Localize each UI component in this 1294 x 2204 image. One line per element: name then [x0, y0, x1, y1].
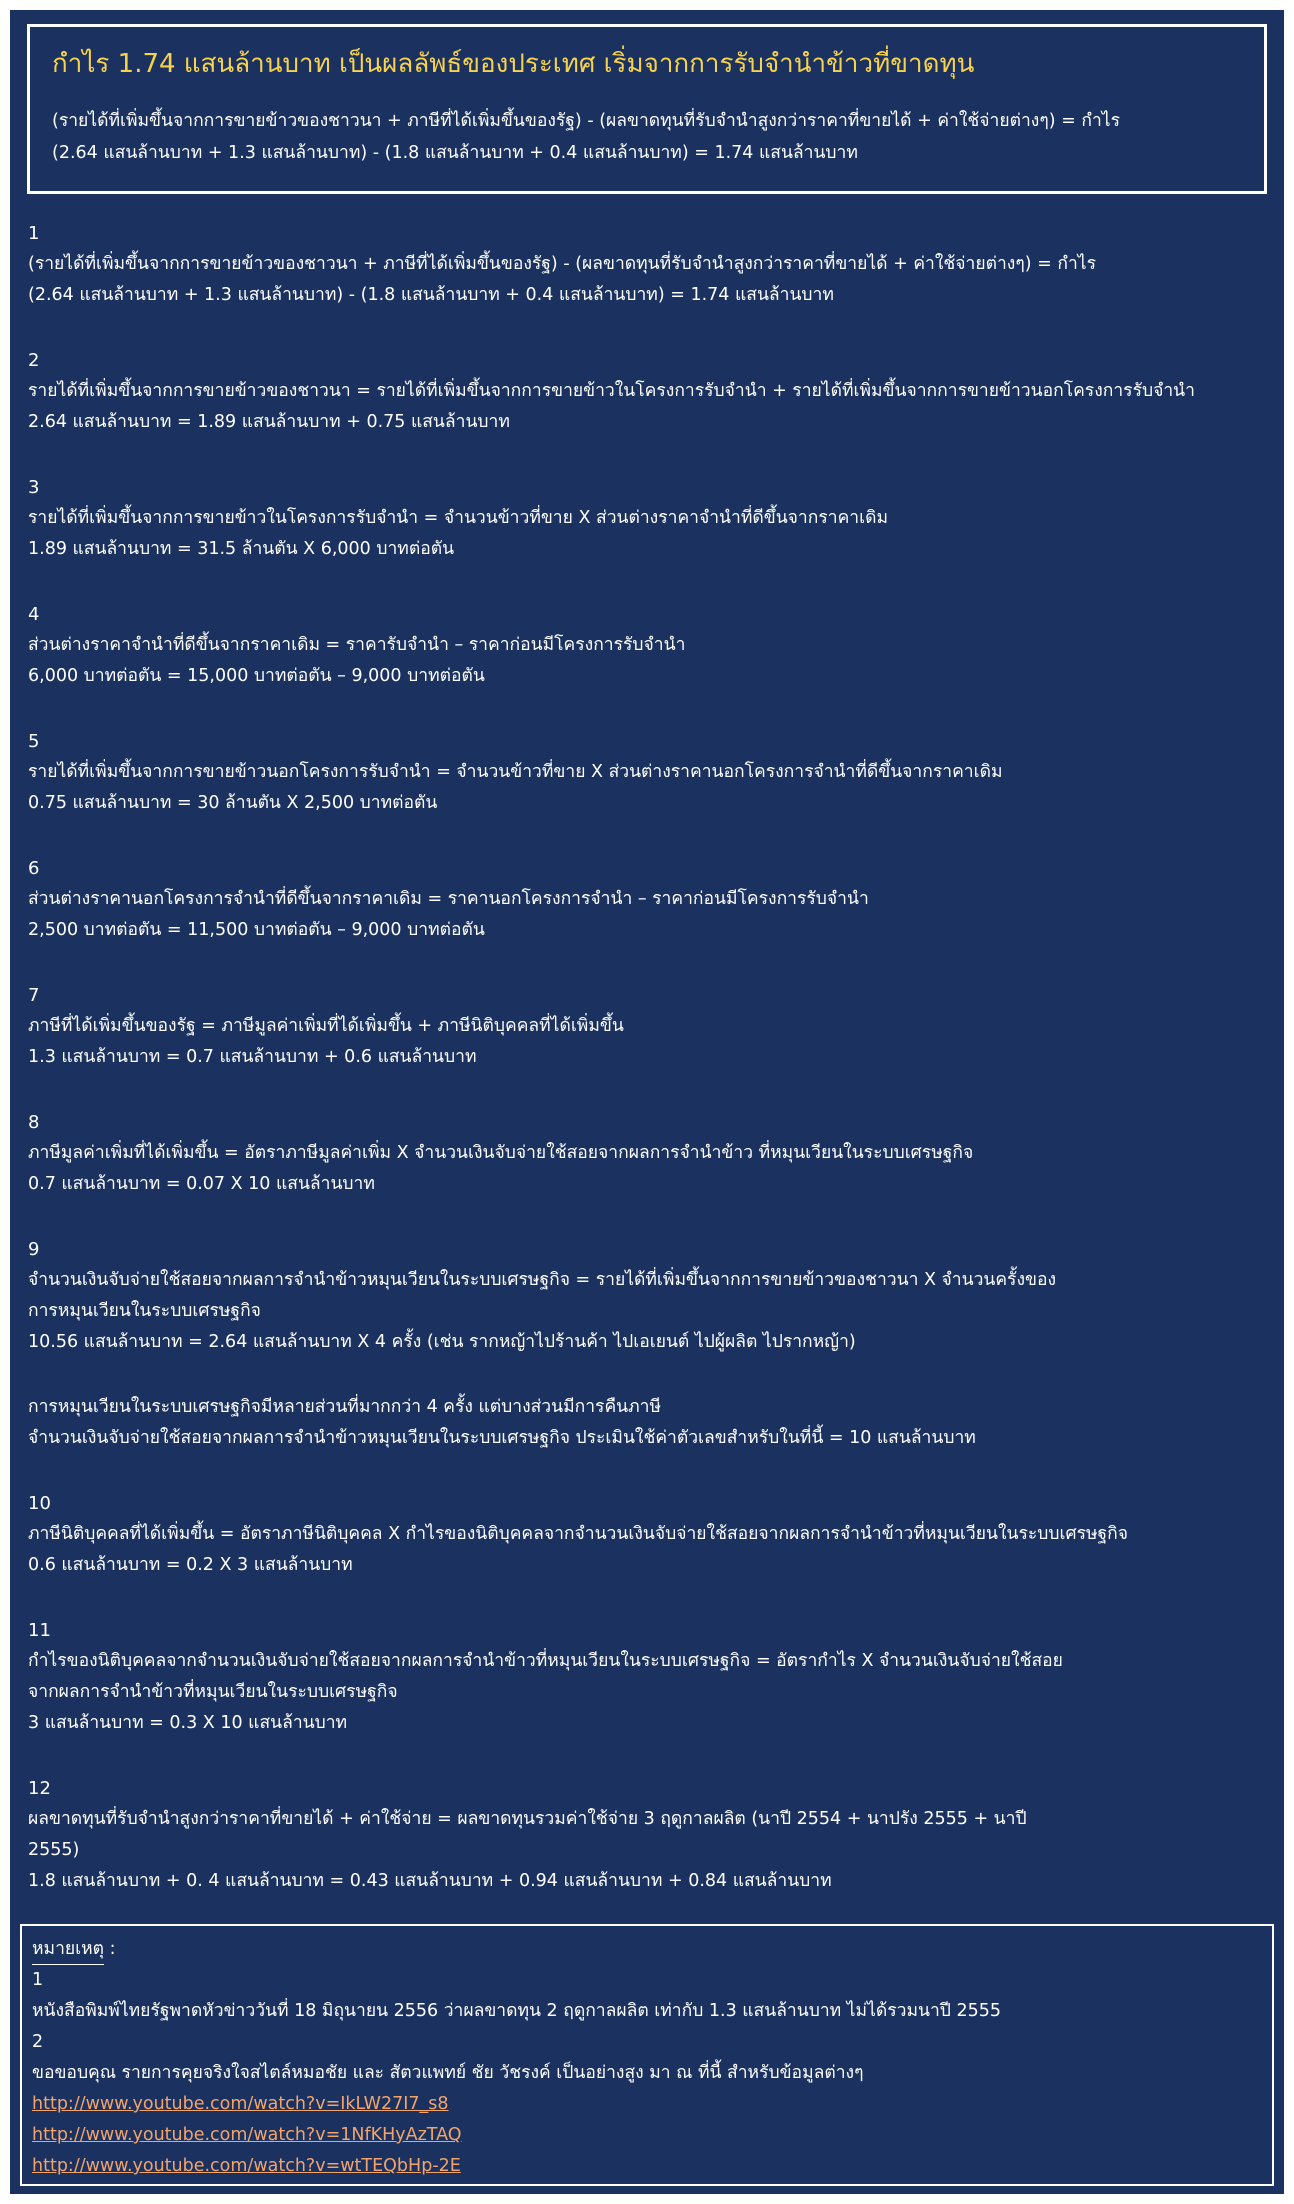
section-number: 6: [28, 858, 40, 879]
formula-section: [28, 345, 1268, 438]
formula-line: 0.7 แสนล้านบาท = 0.07 X 10 แสนล้านบาท: [28, 1174, 375, 1194]
formula-line: ส่วนต่างราคาจำนำที่ดีขึ้นจากราคาเดิม = ราคารับจำนำ – ราคาก่อนมีโครงการรับจำนำ: [28, 635, 686, 655]
notes-box: [20, 1924, 1274, 2186]
note-number: 1: [32, 1970, 44, 1990]
formula-line: ภาษีมูลค่าเพิ่มที่ได้เพิ่มขึ้น = อัตราภาษีมูลค่าเพิ่ม X จำนวนเงินจับจ่ายใช้สอยจากผลการจำนำข้าว ที่หมุนเวียนในระบบเศรษฐกิจ: [28, 1143, 974, 1163]
formula-line: 2,500 บาทต่อตัน = 11,500 บาทต่อตัน – 9,000 บาทต่อตัน: [28, 920, 485, 940]
formula-line: จากผลการจำนำข้าวที่หมุนเวียนในระบบเศรษฐกิจ: [28, 1682, 398, 1702]
article-page: [10, 10, 1284, 2194]
formula-line: 2555): [28, 1840, 80, 1860]
formula-section: [28, 726, 1268, 819]
youtube-link-1[interactable]: http://www.youtube.com/watch?v=IkLW27I7_s8: [32, 2094, 449, 2114]
formula-line: รายได้ที่เพิ่มขึ้นจากการขายข้าวของชาวนา = รายได้ที่เพิ่มขึ้นจากการขายข้าวในโครงการรับจำนำ + รายได้ที่เพิ่มขึ้นจากการขายข้าวนอกโครงการรับจำนำ: [28, 381, 1195, 401]
formula-line: ส่วนต่างราคานอกโครงการจำนำที่ดีขึ้นจากราคาเดิม = ราคานอกโครงการจำนำ – ราคาก่อนมีโครงการรับจำนำ: [28, 889, 869, 909]
formula-line: กำไรของนิติบุคคลจากจำนวนเงินจับจ่ายใช้สอยจากผลการจำนำข้าวที่หมุนเวียนในระบบเศรษฐกิจ = อัตรากำไร X จำนวนเงินจับจ่ายใช้สอย: [28, 1651, 1063, 1671]
section-number: 4: [28, 604, 40, 625]
formula-line: (2.64 แสนล้านบาท + 1.3 แสนล้านบาท) - (1.8 แสนล้านบาท + 0.4 แสนล้านบาท) = 1.74 แสนล้านบาท: [28, 285, 834, 305]
formula-line: 2.64 แสนล้านบาท = 1.89 แสนล้านบาท + 0.75 แสนล้านบาท: [28, 412, 510, 432]
formula-line: การหมุนเวียนในระบบเศรษฐกิจ: [28, 1301, 261, 1321]
formula-line: 0.6 แสนล้านบาท = 0.2 X 3 แสนล้านบาท: [28, 1555, 353, 1575]
section-number: 5: [28, 731, 40, 752]
formula-line: จำนวนเงินจับจ่ายใช้สอยจากผลการจำนำข้าวหมุนเวียนในระบบเศรษฐกิจ ประเมินใช้ค่าตัวเลขสำหรับในที่นี้ = 10 แสนล้านบาท: [28, 1428, 976, 1448]
notes-heading-colon: :: [104, 1939, 116, 1959]
formula-line: 6,000 บาทต่อตัน = 15,000 บาทต่อตัน – 9,000 บาทต่อตัน: [28, 666, 485, 686]
formula-section: [28, 1615, 1268, 1739]
header-box: [27, 24, 1267, 194]
youtube-link-2[interactable]: http://www.youtube.com/watch?v=1NfKHyAzTAQ: [32, 2125, 462, 2145]
formula-section: [28, 599, 1268, 692]
youtube-link-3[interactable]: http://www.youtube.com/watch?v=wtTEQbHp-2E: [32, 2156, 461, 2176]
formula-line: 3 แสนล้านบาท = 0.3 X 10 แสนล้านบาท: [28, 1713, 348, 1733]
formula-section: [28, 218, 1268, 311]
formula-line: (รายได้ที่เพิ่มขึ้นจากการขายข้าวของชาวนา + ภาษีที่ได้เพิ่มขึ้นของรัฐ) - (ผลขาดทุนที่รับจำนำสูงกว่าราคาที่ขายได้ + ค่าใช้จ่ายต่างๆ) = กำไร: [28, 254, 1096, 274]
formula-section: [28, 472, 1268, 565]
formula-line: การหมุนเวียนในระบบเศรษฐกิจมีหลายส่วนที่มากกว่า 4 ครั้ง แต่บางส่วนมีการคืนภาษี: [28, 1397, 662, 1417]
section-number: 7: [28, 985, 40, 1006]
formula-line: ภาษีที่ได้เพิ่มขึ้นของรัฐ = ภาษีมูลค่าเพิ่มที่ได้เพิ่มขึ้น + ภาษีนิติบุคคลที่ได้เพิ่มขึ้น: [28, 1016, 624, 1036]
header-formula-line: (รายได้ที่เพิ่มขึ้นจากการขายข้าวของชาวนา + ภาษีที่ได้เพิ่มขึ้นของรัฐ) - (ผลขาดทุนที่รับจำนำสูงกว่าราคาที่ขายได้ + ค่าใช้จ่ายต่างๆ) = กำไร: [52, 111, 1120, 131]
note-number: 2: [32, 2032, 44, 2052]
formula-section: [28, 853, 1268, 946]
section-number: 9: [28, 1239, 40, 1260]
note-text: หนังสือพิมพ์ไทยรัฐพาดหัวข่าววันที่ 18 มิถุนายน 2556 ว่าผลขาดทุน 2 ฤดูกาลผลิต เท่ากับ 1.3 แสนล้านบาท ไม่ได้รวมนาปี 2555: [32, 2001, 1002, 2021]
section-number: 8: [28, 1112, 40, 1133]
formula-line: 10.56 แสนล้านบาท = 2.64 แสนล้านบาท X 4 ครั้ง (เช่น รากหญ้าไปร้านค้า ไปเอเยนต์ ไปผู้ผลิต ไปรากหญ้า): [28, 1332, 856, 1352]
section-number: 2: [28, 350, 40, 371]
formula-line: 1.3 แสนล้านบาท = 0.7 แสนล้านบาท + 0.6 แสนล้านบาท: [28, 1047, 477, 1067]
section-number: 3: [28, 477, 40, 498]
formula-line: 0.75 แสนล้านบาท = 30 ล้านตัน X 2,500 บาทต่อตัน: [28, 793, 438, 813]
formula-sections: [28, 218, 1268, 1931]
formula-section: [28, 1488, 1268, 1581]
note-text: ขอขอบคุณ รายการคุยจริงใจสไตล์หมอชัย และ สัตวแพทย์ ชัย วัชรงค์ เป็นอย่างสูง มา ณ ที่นี้ สำหรับข้อมูลต่างๆ: [32, 2063, 864, 2083]
formula-line: รายได้ที่เพิ่มขึ้นจากการขายข้าวในโครงการรับจำนำ = จำนวนข้าวที่ขาย X ส่วนต่างราคาจำนำที่ดีขึ้นจากราคาเดิม: [28, 508, 888, 528]
section-number: 11: [28, 1620, 51, 1641]
formula-section: [28, 980, 1268, 1073]
formula-section: [28, 1107, 1268, 1200]
formula-line: ผลขาดทุนที่รับจำนำสูงกว่าราคาที่ขายได้ + ค่าใช้จ่าย = ผลขาดทุนรวมค่าใช้จ่าย 3 ฤดูกาลผลิต (นาปี 2554 + นาปรัง 2555 + นาปี: [28, 1809, 1027, 1829]
section-number: 12: [28, 1778, 51, 1799]
formula-line: จำนวนเงินจับจ่ายใช้สอยจากผลการจำนำข้าวหมุนเวียนในระบบเศรษฐกิจ = รายได้ที่เพิ่มขึ้นจากการขายข้าวของชาวนา X จำนวนครั้งของ: [28, 1270, 1057, 1290]
formula-line: ภาษีนิติบุคคลที่ได้เพิ่มขึ้น = อัตราภาษีนิติบุคคล X กำไรของนิติบุคคลจากจำนวนเงินจับจ่ายใช้สอยจากผลการจำนำข้าวที่หมุนเวียนในระบบเศรษฐกิจ: [28, 1524, 1129, 1544]
notes-heading: หมายเหตุ: [32, 1934, 104, 1965]
section-number: 10: [28, 1493, 51, 1514]
formula-section: [28, 1392, 1268, 1454]
formula-section: [28, 1234, 1268, 1358]
formula-line: รายได้ที่เพิ่มขึ้นจากการขายข้าวนอกโครงการรับจำนำ = จำนวนข้าวที่ขาย X ส่วนต่างราคานอกโครงการจำนำที่ดีขึ้นจากราคาเดิม: [28, 762, 1003, 782]
formula-line: 1.8 แสนล้านบาท + 0. 4 แสนล้านบาท = 0.43 แสนล้านบาท + 0.94 แสนล้านบาท + 0.84 แสนล้านบาท: [28, 1871, 832, 1891]
formula-line: 1.89 แสนล้านบาท = 31.5 ล้านตัน X 6,000 บาทต่อตัน: [28, 539, 455, 559]
section-number: 1: [28, 223, 40, 244]
header-formula-values: (2.64 แสนล้านบาท + 1.3 แสนล้านบาท) - (1.8 แสนล้านบาท + 0.4 แสนล้านบาท) = 1.74 แสนล้านบาท: [52, 143, 858, 163]
article-title: กำไร 1.74 แสนล้านบาท เป็นผลลัพธ์ของประเทศ เริ่มจากการรับจำนำข้าวที่ขาดทุน: [52, 49, 975, 79]
formula-section: [28, 1773, 1268, 1897]
